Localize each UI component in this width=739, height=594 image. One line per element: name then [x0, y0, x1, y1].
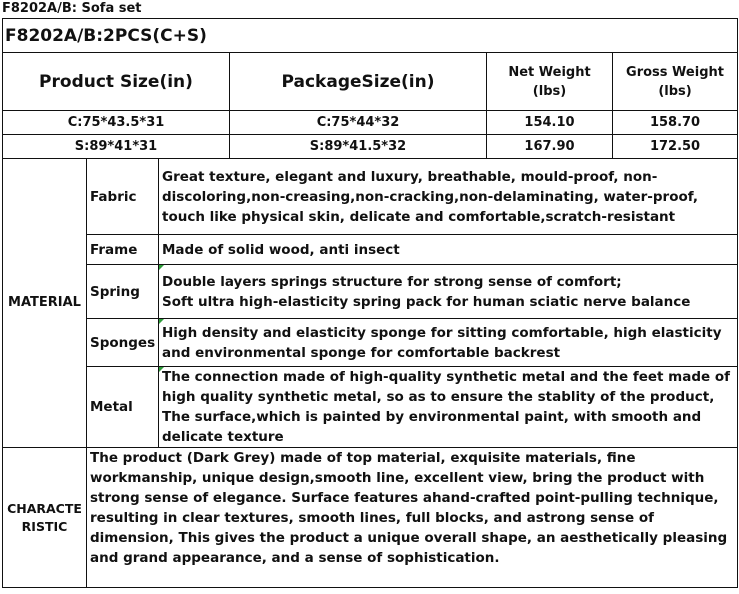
header-gross-weight-label: Gross Weight — [626, 64, 724, 80]
material-text: The connection made of high-quality synthetic metal and the feet made of high quality synthetic metal, so as to ensure the stablity of the product, The surface,which is painted by environmental paint, with smooth and delicate texture — [159, 367, 738, 448]
material-label: Sponges — [87, 319, 159, 367]
product-size-cell: S:89*41*31 — [3, 135, 230, 159]
material-row-sponges — [3, 319, 738, 367]
material-text: Made of solid wood, anti insect — [159, 235, 738, 265]
material-text: Great texture, elegant and luxury, breathable, mould-proof, non-discoloring,non-creasing,non-cracking,non-delaminating, water-proof, touch like physical skin, delicate and comfortable,scratch-resistant — [159, 159, 738, 235]
product-size-cell: C:75*43.5*31 — [3, 111, 230, 135]
package-size-cell: S:89*41.5*32 — [230, 135, 487, 159]
table-row — [3, 111, 738, 135]
header-product-size: Product Size(in) — [3, 53, 230, 111]
header-package-size: PackageSize(in) — [230, 53, 487, 111]
material-row-metal — [3, 367, 738, 448]
material-row-frame — [3, 235, 738, 265]
characteristic-label-line: CHARACTE — [7, 500, 82, 516]
characteristic-label — [3, 448, 87, 588]
material-text: High density and elasticity sponge for sitting comfortable, high elasticity and environmental sponge for comfortable backrest — [159, 319, 738, 367]
spec-table — [2, 18, 738, 588]
material-row-spring — [3, 265, 738, 319]
model-row — [3, 19, 738, 53]
gross-weight-cell: 172.50 — [613, 135, 738, 159]
header-gross-weight-unit: (lbs) — [658, 83, 692, 99]
material-label: Spring — [87, 265, 159, 319]
characteristic-label-line: RISTIC — [21, 518, 68, 534]
characteristic-text: The product (Dark Grey) made of top material, exquisite materials, fine workmanship, unique design,smooth line, excellent view, bring the product with strong sense of elegance. Surface features ahand-crafted point-pulling technique, resulting in clear textures, smooth lines, full blocks, and astrong sense of dimension, This gives the product a unique overall shape, an aesthetically pleasing and grand appearance, and a sense of sophistication. — [87, 448, 738, 588]
header-net-weight-unit: (lbs) — [532, 83, 567, 99]
material-label: Frame — [87, 235, 159, 265]
material-row-fabric — [3, 159, 738, 235]
characteristic-row — [3, 448, 738, 588]
header-net-weight-label: Net Weight — [508, 64, 591, 80]
net-weight-cell: 154.10 — [487, 111, 613, 135]
header-net-weight — [487, 53, 613, 111]
material-section-label: MATERIAL — [3, 159, 87, 448]
gross-weight-cell: 158.70 — [613, 111, 738, 135]
header-gross-weight — [613, 53, 738, 111]
page-title: F8202A/B: Sofa set — [2, 1, 142, 16]
material-label: Metal — [87, 367, 159, 448]
model-line: F8202A/B:2PCS(C+S) — [3, 19, 738, 53]
table-row — [3, 135, 738, 159]
material-text — [159, 265, 738, 319]
material-label: Fabric — [87, 159, 159, 235]
net-weight-cell: 167.90 — [487, 135, 613, 159]
material-text-line: Soft ultra high-elasticity spring pack for human sciatic nerve balance — [162, 293, 691, 310]
package-size-cell: C:75*44*32 — [230, 111, 487, 135]
material-text-line: Double layers springs structure for strong sense of comfort; — [162, 273, 622, 290]
header-row — [3, 53, 738, 111]
